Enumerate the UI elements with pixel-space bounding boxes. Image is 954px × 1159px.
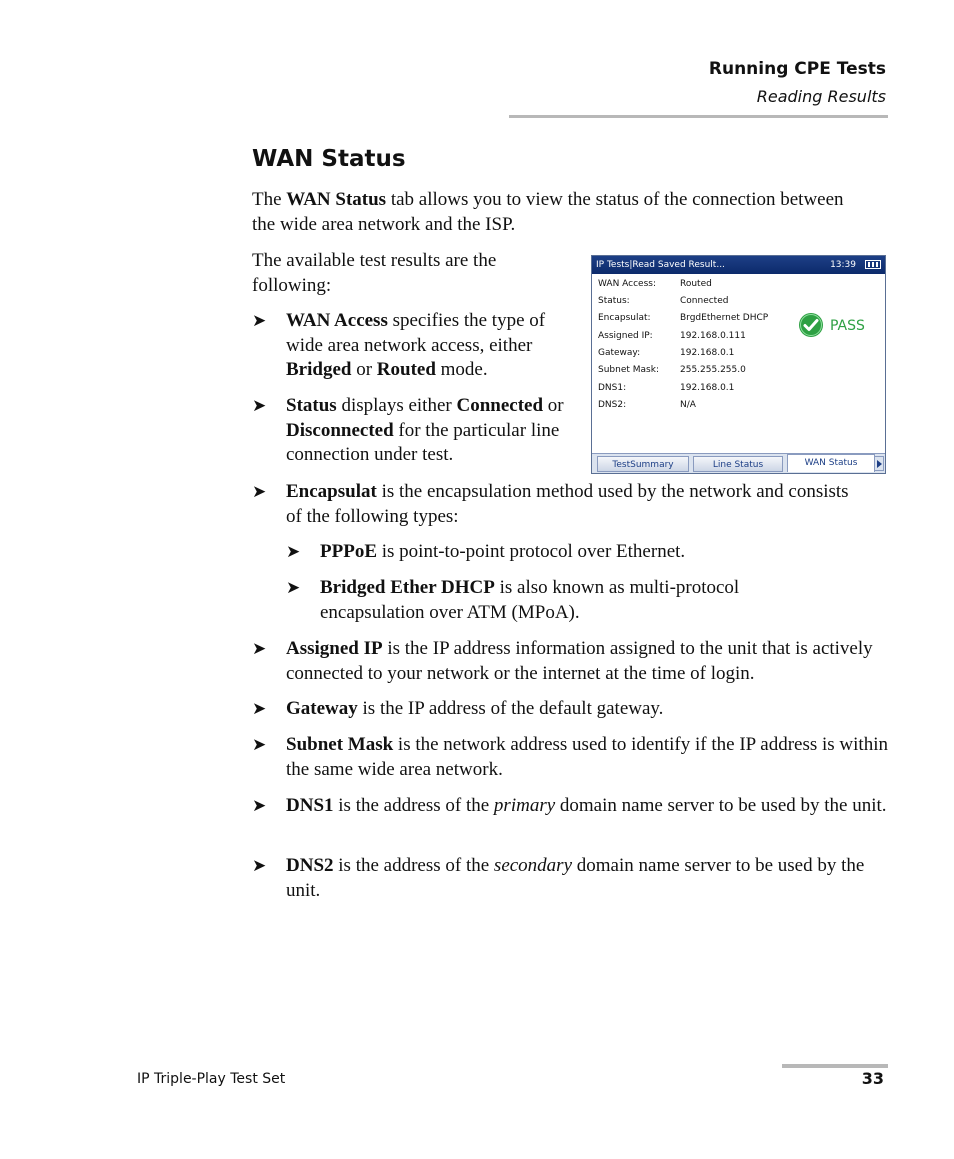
device-title: IP Tests|Read Saved Result... <box>596 260 725 270</box>
bullet-arrow-icon: ➤ <box>252 639 267 658</box>
subbullet-pppoe: ➤ PPPoE is point-to-point protocol over Ethernet. <box>286 540 846 565</box>
device-row-label: WAN Access: <box>598 279 656 289</box>
device-row-value: 192.168.0.1 <box>680 348 735 358</box>
bullet-arrow-icon: ➤ <box>252 311 267 330</box>
device-row-label: DNS2: <box>598 400 627 410</box>
header-section: Reading Results <box>756 87 886 106</box>
bullet-arrow-icon: ➤ <box>252 482 267 501</box>
bullet-arrow-icon: ➤ <box>252 735 267 754</box>
tab-scroll-right-icon[interactable] <box>874 456 884 471</box>
bullet-arrow-icon: ➤ <box>252 396 267 415</box>
device-titlebar <box>592 256 885 274</box>
device-row-value: 192.168.0.111 <box>680 331 746 341</box>
bullet-status: ➤ Status displays either Connected or Disconnected for the particular line connection under test. <box>252 395 564 465</box>
subbullet-bridged-ether-dhcp: ➤ Bridged Ether DHCP is also known as multi-protocol encapsulation over ATM (MPoA). <box>286 577 740 623</box>
bullet-encapsulat: ➤ Encapsulat is the encapsulation method used by the network and consists of the following types: <box>252 481 849 527</box>
bullet-wan-access: ➤ WAN Access specifies the type of wide area network access, either Bridged or Routed mode. <box>252 310 546 380</box>
tab-test-summary[interactable]: TestSummary <box>597 456 689 472</box>
header-chapter: Running CPE Tests <box>708 59 886 79</box>
bullet-dns1: ➤ DNS1 is the address of the primary domain name server to be used by the unit. <box>252 794 892 819</box>
bullet-arrow-icon: ➤ <box>252 699 267 718</box>
device-time: 13:39 <box>830 260 856 270</box>
bullet-dns2: ➤ DNS2 is the address of the secondary domain name server to be used by the unit. <box>252 855 865 901</box>
device-row-value: BrgdEthernet DHCP <box>680 313 769 323</box>
bullet-arrow-icon: ➤ <box>252 856 267 875</box>
device-row-value: N/A <box>680 400 696 410</box>
footer-rule <box>782 1064 888 1068</box>
device-row-label: Status: <box>598 296 630 306</box>
bullet-assigned-ip: ➤ Assigned IP is the IP address information assigned to the unit that is actively connected to your network or the internet at the time of login. <box>252 638 873 684</box>
device-row-value: Routed <box>680 279 712 289</box>
available-results-paragraph: The available test results are the following: <box>252 250 497 296</box>
bullet-arrow-icon: ➤ <box>286 542 301 561</box>
device-row-label: Gateway: <box>598 348 641 358</box>
bullet-subnet-mask: ➤ Subnet Mask is the network address used to identify if the IP address is within the same wide area network. <box>252 734 888 780</box>
device-row-value: 255.255.255.0 <box>680 365 746 375</box>
section-title: WAN Status <box>252 146 406 172</box>
device-row-label: DNS1: <box>598 383 627 393</box>
page-number: 33 <box>861 1069 884 1088</box>
header-rule <box>509 115 888 118</box>
device-screenshot <box>591 255 886 474</box>
footer-product: IP Triple-Play Test Set <box>137 1071 286 1087</box>
bullet-arrow-icon: ➤ <box>286 578 301 597</box>
device-row-value: Connected <box>680 296 729 306</box>
tab-wan-status[interactable]: WAN Status <box>787 454 875 472</box>
pass-label: PASS <box>830 318 865 334</box>
device-row-label: Subnet Mask: <box>598 365 659 375</box>
intro-paragraph: The WAN Status tab allows you to view the status of the connection between the wide area network and the ISP. <box>252 189 844 235</box>
device-row-label: Encapsulat: <box>598 313 651 323</box>
battery-icon <box>865 260 881 269</box>
pass-check-icon <box>798 312 824 338</box>
tab-line-status[interactable]: Line Status <box>693 456 783 472</box>
bullet-arrow-icon: ➤ <box>252 796 267 815</box>
device-row-label: Assigned IP: <box>598 331 653 341</box>
bullet-gateway: ➤ Gateway is the IP address of the default gateway. <box>252 697 892 722</box>
device-row-value: 192.168.0.1 <box>680 383 735 393</box>
device-tab-bar <box>592 453 885 473</box>
